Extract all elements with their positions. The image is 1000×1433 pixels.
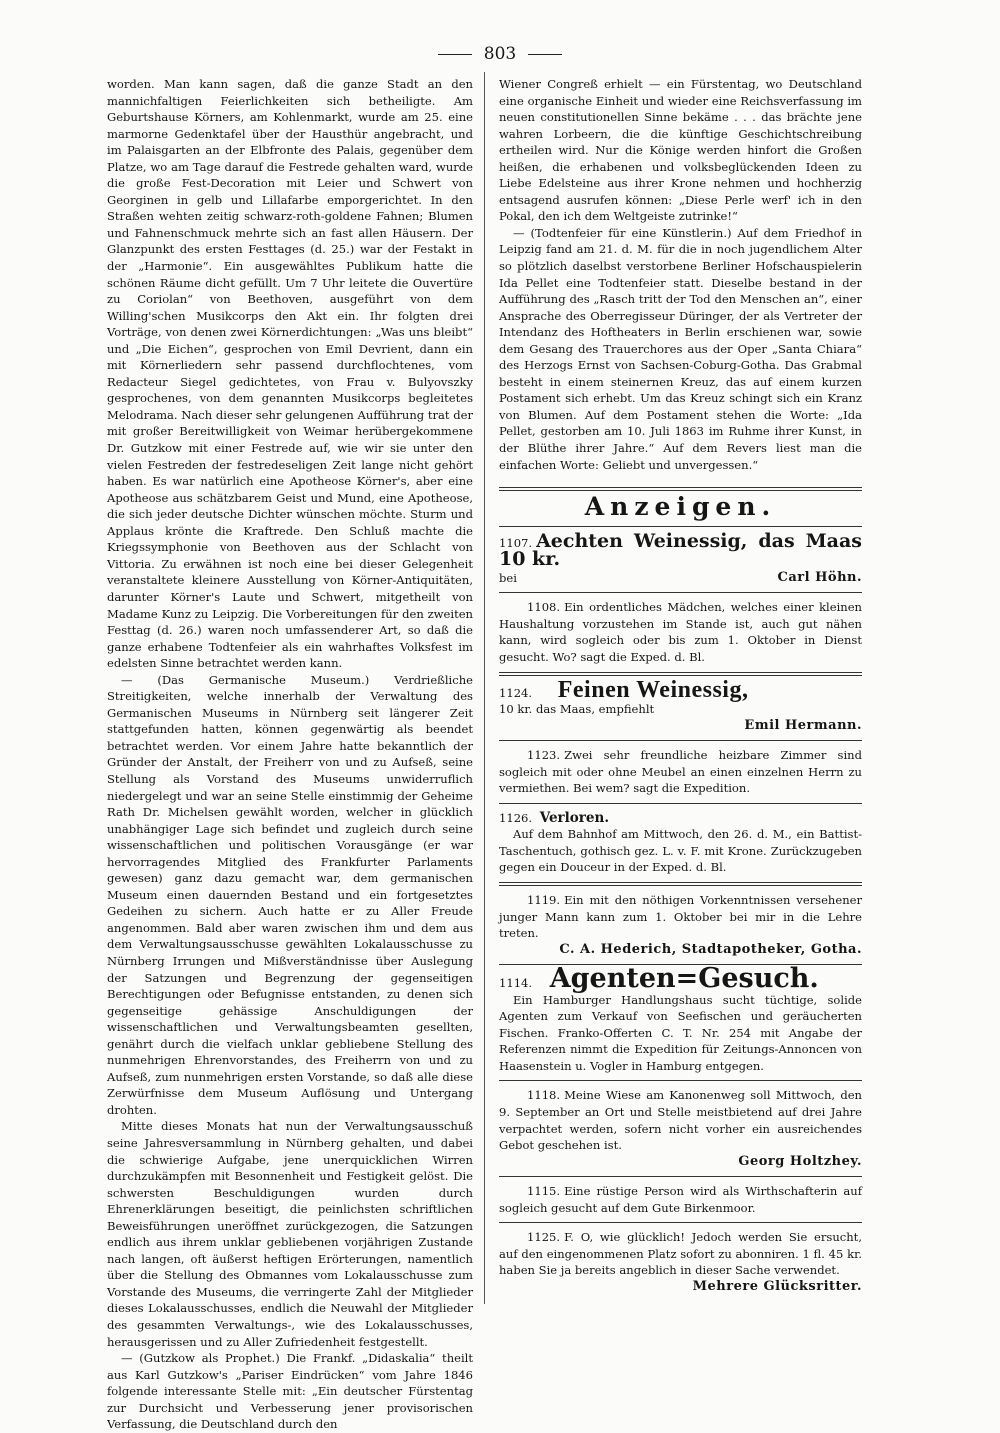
ad-1119 xyxy=(499,892,862,958)
ad-text: F. O, wie glücklich! Jedoch werden Sie ersucht, auf den eingenommenen Platz sofort zu abonniren. 1 fl. 45 kr. haben Sie ja bereits angeblich in dieser Sache verwendet. xyxy=(499,1230,862,1278)
ad-signature: Emil Hermann. xyxy=(744,717,862,733)
ad-divider xyxy=(499,1222,862,1223)
ad-signature: Mehrere Glücksritter. xyxy=(692,1278,862,1294)
ad-1108 xyxy=(499,599,862,665)
ad-divider xyxy=(499,882,862,886)
ad-number: 1107. xyxy=(499,535,533,550)
ad-1123 xyxy=(499,747,862,797)
ad-text: 10 kr. das Maas, empfiehlt xyxy=(499,702,655,717)
article-germanisches-museum: — (Das Germanische Museum.) Verdrießliche Streitigkeiten, welche innerhalb der Verwaltung des Germanischen Museums in Nürnberg seit längerer Zeit stattgefunden hatten, können gegenwärtig als beendet betrachtet werden. Vor einem Jahre hatte bekanntlich der Gründer der Anstalt, der Freiherr von und zu Aufseß, seine Stellung als Vorstand des Museums unwiderruflich niedergelegt und war an seine Stelle einstimmig der Geheime Rath Dr. Michelsen gewählt worden, welcher in glücklich unabhängiger Lage sich befindet und zugleich durch seine wissenschaftlichen und politischen Vorausgänge (er war hervorragendes Mitglied des Frankfurter Parlaments gewesen) ganz dazu gemacht war, dem germanischen Museum einen dauernden Bestand und ein fortgesetztes Gedeihen zu sichern. Auch hatte er zu Aller Freude angenommen. Bald aber waren zwischen ihm und dem aus dem Verwaltungsausschusse gewählten Lokalausschusse zu Nürnberg Irrungen und Mißverständnisse über Auslegung der Satzungen und Begrenzung der gegenseitigen Berechtigungen oder Befugnisse entstanden, zu denen sich gegenseitige gehässige Anschuldigungen der wissenschaftlichen und Verwaltungsbeamten gesellten, genährt durch die vielfach unklar gebliebene Stellung des nunmehrigen Ehrenvorstandes, des Freiherrn von und zu Aufseß, zum nunmehrigen ersten Vorstande, so daß alle diese Zerwürfnisse dem Museum Auflösung und Untergang drohten. xyxy=(107,672,473,1117)
page-number-dash-left xyxy=(438,54,472,55)
ad-number: 1124. xyxy=(499,685,533,700)
section-divider xyxy=(499,487,862,491)
ad-number: 1119. xyxy=(527,892,561,907)
ad-1124 xyxy=(499,676,862,735)
ad-headline: Agenten=Gesuch. xyxy=(549,963,819,995)
article-gutzkow-continued: Wiener Congreß erhielt — ein Fürstentag, wo Deutschland eine organische Einheit und wieder eine Reichsverfassung im neuen constitutionellen Sinne bekäme . . . das brächte jene wahren Lorbeern, die die künftige Geschichtschreibung ertheilen wird. Nur die Könige werden hinfort die Großen heißen, die erhabenen und volksbeglückenden Ideen zu Liebe Edelsteine aus ihrer Krone nehmen und hochherzig entsagend ausrufen können: „Diese Perle werf' ich in den Pokal, den ich dem Weltgeiste zutrinke!“ xyxy=(499,77,862,224)
article-koerner-festival: worden. Man kann sagen, daß die ganze Stadt an den mannichfaltigen Feierlichkeiten sich betheiligte. Am Geburtshause Körners, am Kohlenmarkt, wurde am 25. eine marmorne Gedenktafel über der Hausthür angebracht, und im Palaisgarten an der Elbfronte des Palais, gegenüber dem Platze, wo am Tage darauf die Festrede gehalten ward, wurde die große Fest-Decoration mit Leier und Schwert von Georginen in gelb und Lillafarbe emporgerichtet. In den Straßen wehten zeitig schwarz-roth-goldene Fahnen; Blumen und Fahnenschmuck mehrte sich an fast allen Häusern. Der Glanzpunkt des ersten Festtages (d. 25.) war der Festakt in der „Harmonie“. Ein ausgewähltes Publikum hatte die schönen Räume dicht gefüllt. Um 7 Uhr leitete die Ouvertüre zu Coriolan“ von Beethoven, ausgeführt von dem Willing'schen Musikcorps den Akt ein. Ihr folgten drei Vorträge, von denen zwei Körnerdichtungen: „Was uns bleibt“ und „Die Eichen“, gesprochen von Emil Devrient, dann ein mit Körnerliedern sehr passend durchflochtenes, vom Redacteur Siegel gedichtetes, von Frau v. Bulyovszky gesprochenes, von dem genannten Musikcorps begleitetes Melodrama. Nach dieser sehr gelungenen Aufführung trat der mit großer Bereitwilligkeit von Weimar herübergekommene Dr. Gutzkow mit einer Festrede auf, wie wir sie unter den vielen Festreden der festredeseligen Zeit lange nicht gehört haben. Es war natürlich eine Apotheose Körner's, aber eine Apotheose aus schätzbarem Geist und Mund, eine Apotheose, die sich jeder deutsche Dichter wünschen möchte. Sturm und Applaus krönte die Kraftrede. Den Schluß machte die Kriegssymphonie von Beethoven aus der Schlacht von Vittoria. Zu erwähnen ist noch eine bei dieser Gelegenheit veranstaltete kleinere Ausstellung von Körner-Antiquitäten, darunter Körner's Laute und Schwert, mitgetheilt von Madame Kunz zu Leipzig. Die Vorbereitungen für den zweiten Festtag (d. 26.) waren noch umfassenderer Art, so daß die ganze erhabene Todtenfeier als ein wahrhaftes Volksfest im edelsten Sinne betrachtet werden kann. xyxy=(107,77,473,671)
ad-headline: Feinen Weinessig, xyxy=(557,676,749,703)
ad-number: 1118. xyxy=(527,1088,561,1103)
ad-divider xyxy=(499,1176,862,1177)
ad-divider xyxy=(499,592,862,593)
column-divider xyxy=(484,72,485,1304)
article-todtenfeier: — (Todtenfeier für eine Künstlerin.) Auf dem Friedhof in Leipzig fand am 21. d. M. für die in noch jugendlichem Alter so plötzlich daselbst verstorbene Berliner Hofschauspielerin Ida Pellet eine Todtenfeier statt. Dieselbe bestand in der Aufführung des „Rasch tritt der Tod den Menschen an“, einer Ansprache des Oberregisseur Düringer, der als Vertreter der Intendanz des Hoftheaters in Berlin erschienen war, sowie dem Gesang des Trauerchores aus der Oper „Santa Chiara“ des Herzogs Ernst von Sachsen-Coburg-Gotha. Das Grabmal besteht in einem steinernen Kreuz, das auf einem kurzen Postament sich erhebt. Um das Kreuz schingt sich ein Kranz von Blumen. Auf dem Postament stehen die Worte: „Ida Pellet, gestorben am 10. Juli 1863 im Ruhme ihrer Kunst, in der Blüthe ihrer Jahre.“ Auf dem Revers liest man die einfachen Worte: Geliebt und unvergessen.“ xyxy=(499,225,862,472)
ad-number: 1125. xyxy=(527,1230,561,1245)
page-number xyxy=(0,44,1000,64)
ad-1125 xyxy=(499,1229,862,1295)
page-number-dash-right xyxy=(528,54,562,55)
ad-divider xyxy=(499,1080,862,1081)
ad-text: Auf dem Bahnhof am Mittwoch, den 26. d. M., ein Battist-Taschentuch, gothisch gez. L. v. F. mit Krone. Zurückzugeben gegen ein Douceur in der Exped. d. Bl. xyxy=(499,827,862,875)
ad-divider xyxy=(499,740,862,741)
ad-divider xyxy=(499,803,862,804)
ad-text: Meine Wiese am Kanonenweg soll Mittwoch, den 9. September an Ort und Stelle meistbietend auf drei Jahre verpachtet werden, sofern nicht vorher ein ausreichendes Gebot geschehen ist. xyxy=(499,1088,862,1153)
ad-number: 1126. xyxy=(499,810,533,825)
ad-1118 xyxy=(499,1087,862,1170)
ad-number: 1115. xyxy=(527,1184,561,1199)
ad-text: Ein Hamburger Handlungshaus sucht tüchtige, solide Agenten zum Verkauf von Seefischen und geräucherten Fischen. Franko-Offerten C. T. Nr. 254 mit Angabe der Referenzen nimmt die Expedition für Zeitungs-Annoncen von Haasenstein u. Vogler in Hamburg entgegen. xyxy=(499,992,862,1073)
ad-text: Ein ordentliches Mädchen, welches einer kleinen Haushaltung vorzustehen im Stande ist, auch gut nähen kann, wird sogleich oder bis zum 1. Oktober in Dienst gesucht. Wo? sagt die Exped. d. Bl. xyxy=(499,600,862,664)
ad-1107 xyxy=(499,529,862,587)
ad-text: Zwei sehr freundliche heizbare Zimmer sind sogleich mit oder ohne Meubel an einen einzelnen Herrn zu vermiethen. Bei wem? sagt die Expedition. xyxy=(499,748,862,796)
right-column xyxy=(499,76,862,1298)
page-number-text: 803 xyxy=(483,44,517,64)
ad-prefix: bei xyxy=(499,570,517,585)
ad-1114 xyxy=(499,963,862,1074)
ad-divider xyxy=(499,526,862,527)
anzeigen-heading: Anzeigen. xyxy=(584,492,777,522)
ad-headline: Aechten Weinessig, das Maas 10 kr. xyxy=(499,529,862,571)
ad-text: Ein mit den nöthigen Vorkenntnissen versehener junger Mann kann zum 1. Oktober bei mir in die Lehre treten. xyxy=(499,892,862,941)
ad-divider xyxy=(499,672,862,676)
ad-headline: Verloren. xyxy=(539,809,610,826)
ad-1126 xyxy=(499,810,862,876)
ad-number: 1114. xyxy=(499,976,533,991)
article-verwaltungsausschuss: Mitte dieses Monats hat nun der Verwaltungsausschuß seine Jahresversammlung in Nürnberg gehalten, und dabei die schwierige Aufgabe, jene unerquicklichen Wirren durchzukämpfen mit Besonnenheit und Festigkeit gelöst. Die schwersten Beschuldigungen wurden durch Ehrenerklärungen beseitigt, die peinlichsten schriftlichen Beweisführungen uneröffnet zurückgezogen, die Satzungen endlich aus ihrem unklar gebliebenen vorjährigen Zustande nach langen, oft äußerst heftigen Erörterungen, namentlich über die Stellung des Obmannes vom Lokalausschusse zum Vorstande des Museums, die verringerte Zahl der Mitglieder dieses Lokalausschusses, endlich die Neuwahl der Mitglieder des gesammten Verwaltungs-, wie des Lokalausschusses, herausgerissen und zu Aller Zufriedenheit festgestellt. xyxy=(107,1119,473,1349)
left-column xyxy=(107,76,473,1433)
article-gutzkow-prophet: — (Gutzkow als Prophet.) Die Frankf. „Didaskalia“ theilt aus Karl Gutzkow's „Pariser Eindrücken“ vom Jahre 1846 folgende interessante Stelle mit: „Ein deutscher Fürstentag zur Durchsicht und Verbesserung jener provisorischen Verfassung, die Deutschland durch den xyxy=(107,1351,473,1432)
ad-text: Eine rüstige Person wird als Wirthschafterin auf sogleich gesucht auf dem Gute Birkenmoor. xyxy=(499,1184,862,1215)
ad-number: 1123. xyxy=(527,748,561,763)
ad-1115 xyxy=(499,1183,862,1216)
ad-number: 1108. xyxy=(527,600,561,615)
ad-signature: Carl Höhn. xyxy=(777,569,862,585)
ad-signature: C. A. Hederich, Stadtapotheker, Gotha. xyxy=(559,941,862,957)
ad-signature: Georg Holtzhey. xyxy=(738,1153,862,1169)
